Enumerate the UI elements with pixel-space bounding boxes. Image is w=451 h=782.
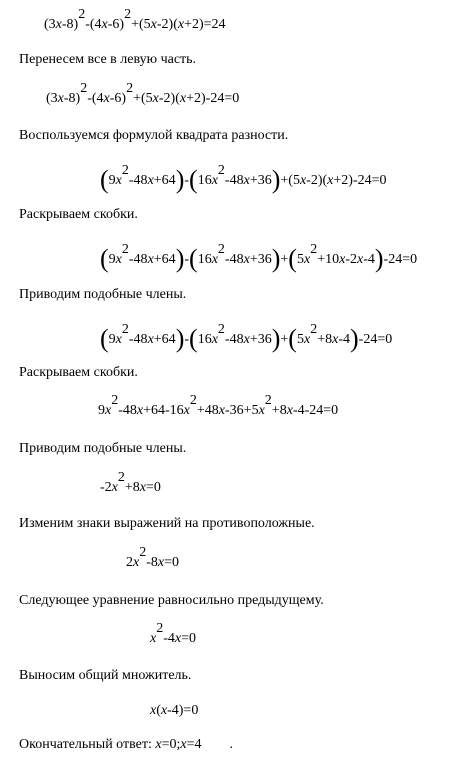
equation-factored: x(x-4)=0 [150, 703, 199, 718]
step-text-move-left: Перенесем все в левую часть. [19, 52, 197, 67]
step-text-combine-1: Приводим подобные члены. [19, 287, 187, 302]
equation-expanded-1: $(9x^2-48x+64)-(16x^2-48x+36)+(5x^2+10x-2x-4)-24=0$ [100, 242, 418, 273]
equation-combined-2: $-2x^2+8x=0$ [100, 470, 161, 495]
step-text-equivalent: Следующее уравнение равносильно предыдущему. [19, 593, 324, 608]
final-answer: Окончательный ответ: x=0;x=4 . [19, 737, 234, 752]
step-text-expand-1: Раскрываем скобки. [19, 207, 138, 222]
step-text-square-formula: Воспользуемся формулой квадрата разности. [19, 128, 289, 143]
step-text-change-signs: Изменим знаки выражений на противоположные. [19, 516, 315, 531]
equation-original: $(3x-8)^2-(4x-6)^2+(5x-2)(x+2)=24$ [44, 7, 226, 32]
equation-moved: $(3x-8)^2-(4x-6)^2+(5x-2)(x+2)-24=0$ [46, 81, 240, 106]
step-text-combine-2: Приводим подобные члены. [19, 441, 187, 456]
equation-expanded-2: $9x^2-48x+64-16x^2+48x-36+5x^2+8x-4-24=0$ [98, 393, 339, 418]
step-text-factor-out: Выносим общий множитель. [19, 668, 192, 683]
equation-divided: $x^2-4x=0$ [150, 621, 197, 646]
equation-squared: $(9x^2-48x+64)-(16x^2-48x+36)+(5x-2)(x+2)-24=0$ [100, 163, 387, 194]
step-text-expand-2: Раскрываем скобки. [19, 365, 138, 380]
equation-combined-1: $(9x^2-48x+64)-(16x^2-48x+36)+(5x^2+8x-4)-24=0$ [100, 322, 393, 353]
equation-signs-changed: $2x^2-8x=0$ [126, 545, 180, 570]
